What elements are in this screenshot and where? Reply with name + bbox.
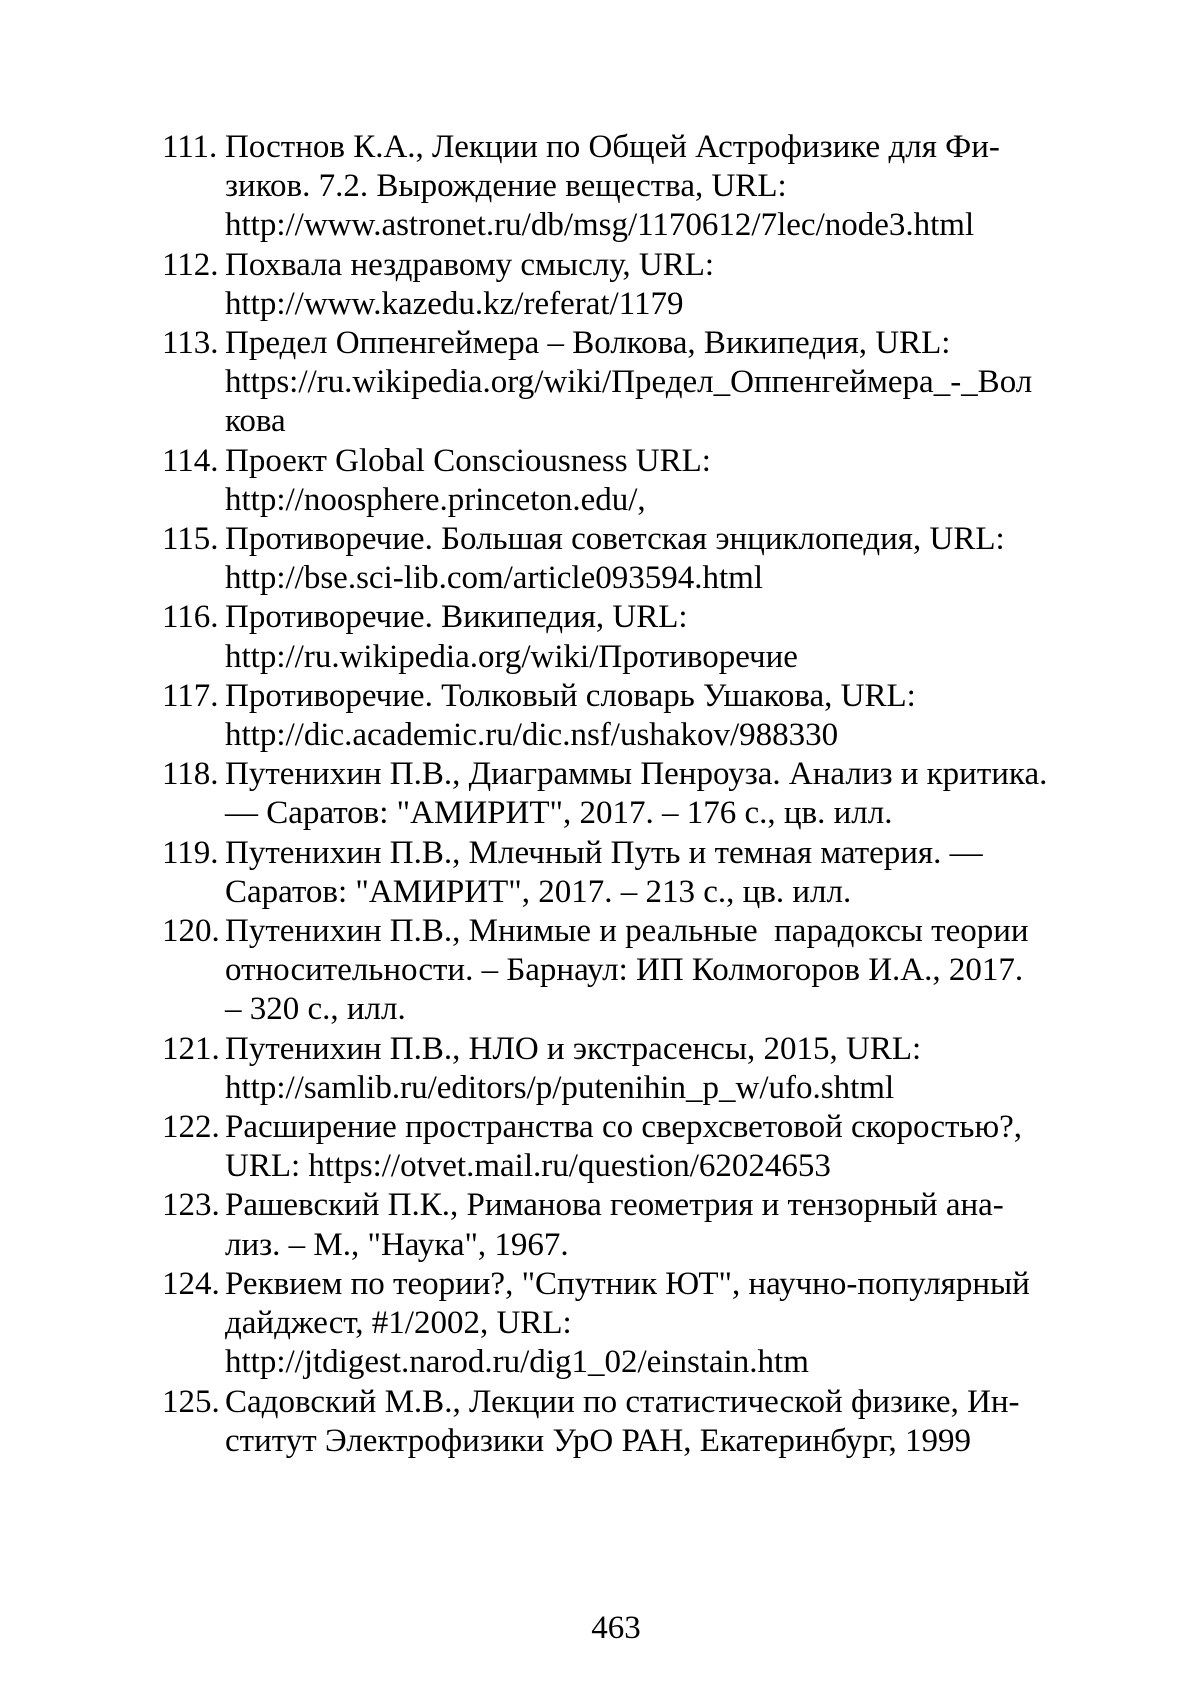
reference-line: относительности. – Барнаул: ИП Колмогоров И.А., 2017. (225, 952, 1024, 989)
reference-line: Предел Оппенгеймера – Волкова, Википедия, URL: (225, 325, 951, 362)
reference-number: 120. (162, 913, 220, 950)
reference-entry (162, 1030, 1162, 1108)
reference-line: Постнов К.А., Лекции по Общей Астрофизике для Фи- (225, 129, 1000, 165)
reference-line: http://jtdigest.narod.ru/dig1_02/einstain.htm (225, 1344, 809, 1381)
reference-line: дайджест, #1/2002, URL: (225, 1305, 572, 1342)
reference-number: 123. (162, 1187, 220, 1224)
reference-line: Противоречие. Большая советская энциклопедия, URL: (225, 521, 1005, 558)
reference-text (225, 1186, 1162, 1264)
reference-text (225, 1108, 1162, 1186)
reference-line: http://www.kazedu.kz/referat/1179 (225, 285, 684, 322)
reference-line: зиков. 7.2. Вырождение вещества, URL: (225, 168, 787, 205)
reference-text (225, 442, 1162, 520)
reference-text (225, 677, 1162, 755)
reference-entry (162, 834, 1162, 912)
reference-entry (162, 520, 1162, 598)
reference-text (225, 755, 1162, 833)
reference-entry (162, 128, 1162, 246)
reference-line: https://ru.wikipedia.org/wiki/Предел_Оппенгеймера_-_Вол (225, 364, 1033, 401)
reference-line: Путенихин П.В., Мнимые и реальные парадоксы теории (225, 913, 1029, 950)
reference-line: Путенихин П.В., Диаграммы Пенроуза. Анализ и критика. (225, 756, 1048, 793)
reference-number: 118. (162, 756, 219, 793)
reference-line: Противоречие. Толковый словарь Ушакова, URL: (225, 677, 916, 714)
reference-entry (162, 246, 1162, 324)
reference-entry (162, 442, 1162, 520)
reference-entry (162, 1265, 1162, 1383)
reference-text (225, 912, 1162, 1030)
reference-line: Противоречие. Википедия, URL: (225, 599, 688, 636)
reference-number: 122. (162, 1109, 220, 1146)
reference-entry (162, 912, 1162, 1030)
reference-line: URL: https://otvet.mail.ru/question/62024653 (225, 1148, 831, 1185)
reference-line: http://dic.academic.ru/dic.nsf/ushakov/988330 (225, 717, 839, 754)
reference-text (225, 1265, 1162, 1383)
reference-number: 112. (162, 246, 219, 283)
reference-line: http://ru.wikipedia.org/wiki/Противоречие (225, 638, 798, 675)
reference-line: http://bse.sci-lib.com/article093594.html (225, 560, 763, 597)
reference-number: 115. (162, 521, 219, 558)
reference-entry (162, 755, 1162, 833)
reference-number: 117. (162, 677, 219, 714)
reference-text (225, 324, 1162, 442)
reference-line: ститут Электрофизики УрО РАН, Екатеринбург, 1999 (225, 1422, 972, 1459)
reference-line: Похвала нездравому смыслу, URL: (225, 246, 715, 283)
reference-line: — Саратов: "АМИРИТ", 2017. – 176 с., цв. илл. (225, 795, 893, 832)
reference-line: лиз. – М., "Наука", 1967. (225, 1226, 569, 1263)
reference-number: 121. (162, 1030, 220, 1067)
reference-line: Садовский М.В., Лекции по статистической физике, Ин- (225, 1383, 1020, 1420)
reference-text (225, 246, 1162, 324)
reference-entry (162, 1108, 1162, 1186)
reference-text (225, 1030, 1162, 1108)
reference-entry (162, 598, 1162, 676)
reference-line: Реквием по теории?, "Спутник ЮТ", научно-популярный (225, 1265, 1030, 1302)
reference-line: Путенихин П.В., Млечный Путь и темная материя. — (225, 834, 983, 871)
reference-number: 116. (162, 599, 219, 636)
reference-line: http://www.astronet.ru/db/msg/1170612/7lec/node3.html (225, 207, 975, 244)
reference-list (162, 128, 1162, 1461)
reference-number: 125. (162, 1383, 220, 1420)
reference-text (225, 598, 1162, 676)
reference-line: – 320 с., илл. (225, 991, 406, 1028)
reference-line: Проект Global Consciousness URL: (225, 442, 711, 479)
reference-text (225, 128, 1162, 246)
reference-number: 119. (162, 834, 219, 871)
reference-entry (162, 1383, 1162, 1461)
reference-number: 124. (162, 1265, 220, 1302)
reference-text (225, 520, 1162, 598)
page-number: 463 (591, 1610, 641, 1646)
reference-text (225, 834, 1162, 912)
reference-line: кова (225, 403, 286, 440)
reference-line: Рашевский П.К., Риманова геометрия и тензорный ана- (225, 1187, 1004, 1224)
reference-entry (162, 677, 1162, 755)
reference-number: 113. (162, 325, 219, 362)
reference-text (225, 1383, 1162, 1461)
reference-line: http://samlib.ru/editors/p/putenihin_p_w/ufo.shtml (225, 1069, 895, 1106)
reference-line: http://noosphere.princeton.edu/, (225, 481, 646, 518)
reference-entry (162, 1186, 1162, 1264)
reference-line: Саратов: "АМИРИТ", 2017. – 213 с., цв. илл. (225, 873, 852, 910)
reference-line: Путенихин П.В., НЛО и экстрасенсы, 2015, URL: (225, 1030, 922, 1067)
reference-line: Расширение пространства со сверхсветовой скоростью?, (225, 1109, 1023, 1146)
reference-number: 114. (162, 442, 219, 479)
reference-entry (162, 324, 1162, 442)
reference-number: 111. (162, 129, 218, 165)
